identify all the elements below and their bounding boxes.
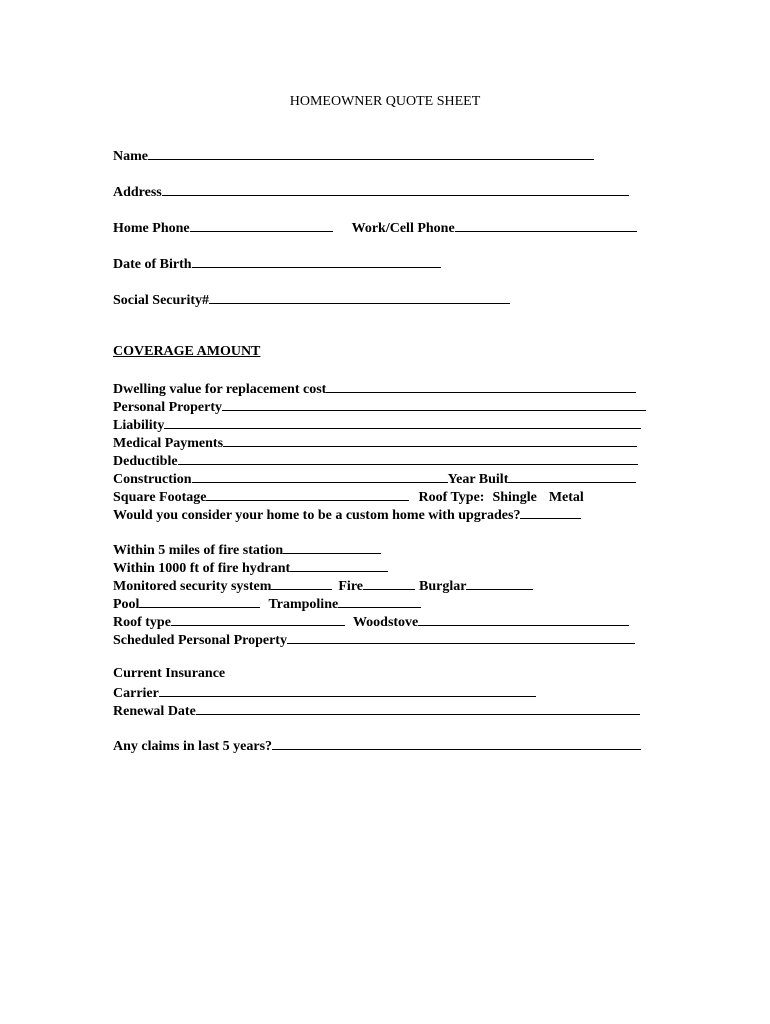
hydrant-row xyxy=(113,558,388,578)
roof-field[interactable] xyxy=(171,612,345,626)
carrier-row xyxy=(113,683,536,703)
coverage-heading: COVERAGE AMOUNT xyxy=(113,344,261,359)
security-label: Monitored security system xyxy=(113,579,272,594)
custom-home-label: Would you consider your home to be a custom home with upgrades? xyxy=(113,508,521,523)
home-phone-label: Home Phone xyxy=(113,221,190,236)
name-row xyxy=(113,146,594,166)
ssn-row xyxy=(113,290,510,310)
personal-property-label: Personal Property xyxy=(113,400,222,415)
address-field[interactable] xyxy=(162,182,629,196)
burglar-field[interactable] xyxy=(466,576,533,590)
deductible-field[interactable] xyxy=(178,451,638,465)
claims-label: Any claims in last 5 years? xyxy=(113,739,273,754)
pool-row xyxy=(113,594,421,614)
dob-row xyxy=(113,254,441,274)
liability-field[interactable] xyxy=(164,415,641,429)
work-phone-field[interactable] xyxy=(455,218,637,232)
dob-field[interactable] xyxy=(192,254,441,268)
square-footage-label: Square Footage xyxy=(113,490,207,505)
liability-row xyxy=(113,415,641,435)
name-label: Name xyxy=(113,149,148,164)
roof-option-metal[interactable]: Metal xyxy=(548,490,584,505)
medical-label: Medical Payments xyxy=(113,436,224,451)
renewal-row xyxy=(113,701,640,721)
scheduled-label: Scheduled Personal Property xyxy=(113,633,287,648)
roof-type-label: Roof Type: xyxy=(418,490,485,505)
fire-station-label: Within 5 miles of fire station xyxy=(113,543,284,558)
woodstove-label: Woodstove xyxy=(352,615,419,630)
personal-property-field[interactable] xyxy=(222,397,646,411)
fire-station-field[interactable] xyxy=(283,540,381,554)
security-field[interactable] xyxy=(271,576,332,590)
roof-row xyxy=(113,612,629,632)
claims-field[interactable] xyxy=(272,736,641,750)
scheduled-field[interactable] xyxy=(287,630,635,644)
current-insurance-label: Current Insurance xyxy=(113,666,226,681)
address-row xyxy=(113,182,629,202)
construction-field[interactable] xyxy=(192,469,448,483)
personal-property-row xyxy=(113,397,646,417)
square-footage-row xyxy=(113,487,584,507)
construction-label: Construction xyxy=(113,472,192,487)
ssn-field[interactable] xyxy=(209,290,510,304)
fire-station-row xyxy=(113,540,381,560)
ssn-label: Social Security# xyxy=(113,293,210,308)
pool-label: Pool xyxy=(113,597,140,612)
roof-label: Roof type xyxy=(113,615,171,630)
pool-field[interactable] xyxy=(139,594,260,608)
carrier-label: Carrier xyxy=(113,686,159,701)
medical-row xyxy=(113,433,637,453)
hydrant-label: Within 1000 ft of fire hydrant xyxy=(113,561,291,576)
year-built-field[interactable] xyxy=(508,469,636,483)
square-footage-field[interactable] xyxy=(206,487,409,501)
liability-label: Liability xyxy=(113,418,165,433)
fire-label: Fire xyxy=(338,579,363,594)
carrier-field[interactable] xyxy=(159,683,536,697)
scheduled-row xyxy=(113,630,635,650)
woodstove-field[interactable] xyxy=(418,612,629,626)
dwelling-field[interactable] xyxy=(326,379,636,393)
medical-field[interactable] xyxy=(223,433,637,447)
deductible-label: Deductible xyxy=(113,454,178,469)
custom-home-field[interactable] xyxy=(520,505,581,519)
page-title: HOMEOWNER QUOTE SHEET xyxy=(289,94,481,109)
hydrant-field[interactable] xyxy=(290,558,388,572)
roof-option-shingle[interactable]: Shingle xyxy=(492,490,537,505)
renewal-field[interactable] xyxy=(196,701,640,715)
deductible-row xyxy=(113,451,638,471)
trampoline-label: Trampoline xyxy=(268,597,339,612)
fire-field[interactable] xyxy=(363,576,415,590)
custom-home-row xyxy=(113,505,581,525)
year-built-label: Year Built xyxy=(447,472,509,487)
burglar-label: Burglar xyxy=(419,579,467,594)
dwelling-row xyxy=(113,379,636,399)
name-field[interactable] xyxy=(148,146,594,160)
work-phone-label: Work/Cell Phone xyxy=(351,221,455,236)
renewal-label: Renewal Date xyxy=(113,704,196,719)
trampoline-field[interactable] xyxy=(338,594,421,608)
phone-row xyxy=(113,218,637,238)
claims-row xyxy=(113,736,641,756)
dwelling-label: Dwelling value for replacement cost xyxy=(113,382,327,397)
address-label: Address xyxy=(113,185,162,200)
dob-label: Date of Birth xyxy=(113,257,192,272)
home-phone-field[interactable] xyxy=(190,218,333,232)
security-row xyxy=(113,576,533,596)
construction-row xyxy=(113,469,636,489)
